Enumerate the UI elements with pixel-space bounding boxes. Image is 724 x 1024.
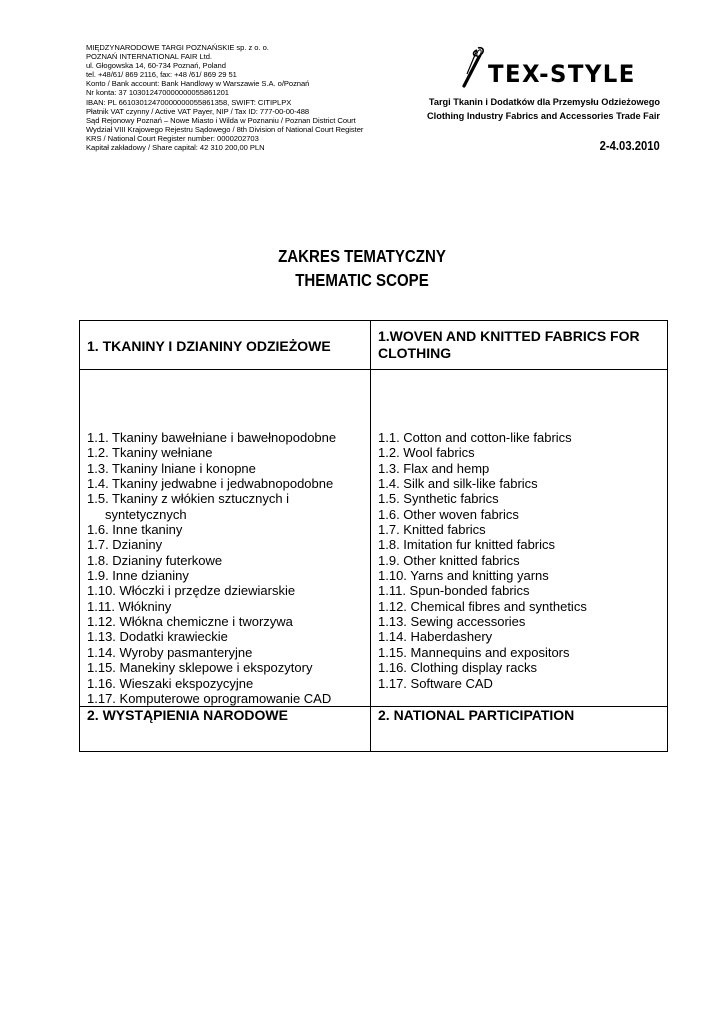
items-en-cell	[371, 370, 668, 707]
list-item: 1.1. Tkaniny bawełniane i bawełnopodobne	[87, 430, 337, 445]
list-item: 1.7. Knitted fabrics	[378, 522, 486, 538]
list-item: 1.16. Clothing display racks	[378, 660, 537, 676]
list-item: 1.13. Sewing accessories	[378, 614, 526, 630]
list-item: 1.9. Other knitted fabrics	[378, 552, 520, 568]
company-line: KRS / National Court Register number: 0000202703	[86, 133, 259, 143]
company-line: ul. Głogowska 14, 60-734 Poznań, Poland	[86, 61, 226, 71]
company-line: POZNAŃ INTERNATIONAL FAIR Ltd.	[86, 52, 212, 62]
company-line: Wydział VIII Krajowego Rejestru Sądowego / 8th Division of National Court Register	[86, 124, 364, 134]
list-item: 1.2. Tkaniny wełniane	[87, 445, 213, 461]
fair-dates: 2-4.03.2010	[599, 139, 660, 153]
list-item: 1.15. Manekiny sklepowe i ekspozytory	[87, 660, 313, 676]
list-item: 1.6. Inne tkaniny	[87, 522, 183, 538]
list-item: 1.14. Haberdashery	[378, 629, 493, 645]
list-item: 1.11. Spun-bonded fabrics	[378, 583, 530, 599]
thematic-scope-table	[79, 320, 668, 752]
list-item: 1.2. Wool fabrics	[378, 445, 475, 461]
company-line: tel. +48/61/ 869 2116, fax: +48 /61/ 869 29 51	[86, 70, 237, 80]
list-item: 1.8. Dzianiny futerkowe	[87, 552, 223, 568]
fair-name-en: Clothing Industry Fabrics and Accessories Trade Fair	[427, 110, 660, 121]
list-item: 1.3. Tkaniny lniane i konopne	[87, 460, 256, 476]
list-item: 1.3. Flax and hemp	[378, 460, 490, 476]
title-en: THEMATIC SCOPE	[295, 270, 429, 290]
section2-heading-en: 2. NATIONAL PARTICIPATION	[371, 707, 668, 752]
company-line: MIĘDZYNARODOWE TARGI POZNAŃSKIE sp. z o. o.	[86, 43, 269, 52]
list-item: 1.4. Silk and silk-like fabrics	[378, 476, 538, 492]
list-item: 1.13. Dodatki krawieckie	[87, 629, 228, 645]
list-item: 1.11. Włókniny	[87, 598, 172, 614]
list-item: 1.5. Tkaniny z włókien sztucznych i syntetycznych	[87, 491, 290, 522]
items-pl-cell	[80, 370, 371, 707]
list-item: 1.12. Włókna chemiczne i tworzywa	[87, 614, 293, 630]
section1-heading-en: 1.WOVEN AND KNITTED FABRICS FOR CLOTHING	[371, 321, 668, 370]
list-item: 1.17. Komputerowe oprogramowanie CAD	[87, 690, 332, 706]
section2-heading-pl: 2. WYSTĄPIENIA NARODOWE	[80, 707, 371, 752]
logo-wordmark: TEX-STYLE	[488, 60, 636, 88]
title-pl: ZAKRES TEMATYCZNY	[278, 246, 446, 266]
list-item: 1.12. Chemical fibres and synthetics	[378, 598, 587, 614]
table-row	[80, 370, 668, 707]
needle-thread-icon	[458, 44, 488, 90]
company-line: Kapitał zakładowy / Share capital: 42 310 200,00 PLN	[86, 143, 265, 153]
list-item: 1.10. Włóczki i przędze dziewiarskie	[87, 583, 296, 599]
section1-heading-pl: 1. TKANINY I DZIANINY ODZIEŻOWE	[80, 321, 371, 370]
list-item: 1.6. Other woven fabrics	[378, 506, 519, 522]
list-item: 1.16. Wieszaki ekspozycyjne	[87, 675, 254, 691]
list-item: 1.17. Software CAD	[378, 675, 493, 691]
company-line: Nr konta: 37 103012470000000055861201	[86, 88, 229, 98]
company-line: IBAN: PL 66103012470000000055861358, SWIFT: CITIPLPX	[86, 97, 292, 107]
list-item: 1.4. Tkaniny jedwabne i jedwabnopodobne	[87, 476, 334, 492]
list-item: 1.8. Imitation fur knitted fabrics	[378, 537, 556, 553]
fair-name	[427, 96, 660, 123]
fair-name-pl: Targi Tkanin i Dodatków dla Przemysłu Odzieżowego	[428, 97, 660, 107]
list-item: 1.14. Wyroby pasmanteryjne	[87, 644, 253, 660]
company-line: Konto / Bank account: Bank Handlowy w Warszawie S.A. o/Poznań	[86, 79, 310, 89]
tex-style-logo	[458, 44, 662, 90]
list-item: 1.5. Synthetic fabrics	[378, 491, 499, 507]
list-item: 1.7. Dzianiny	[87, 537, 163, 553]
list-item: 1.15. Mannequins and expositors	[378, 644, 570, 660]
list-item: 1.1. Cotton and cotton-like fabrics	[378, 430, 572, 445]
table-row	[80, 321, 668, 370]
list-item: 1.9. Inne dzianiny	[87, 568, 189, 584]
company-details	[86, 43, 416, 152]
company-line: Płatnik VAT czynny / Active VAT Payer, NIP / Tax ID: 777-00-00-488	[86, 106, 310, 116]
table-row	[80, 707, 668, 752]
list-item: 1.10. Yarns and knitting yarns	[378, 568, 549, 584]
page-title	[0, 244, 724, 292]
company-line: Sąd Rejonowy Poznań – Nowe Miasto i Wilda w Poznaniu / Poznan District Court	[86, 115, 356, 125]
